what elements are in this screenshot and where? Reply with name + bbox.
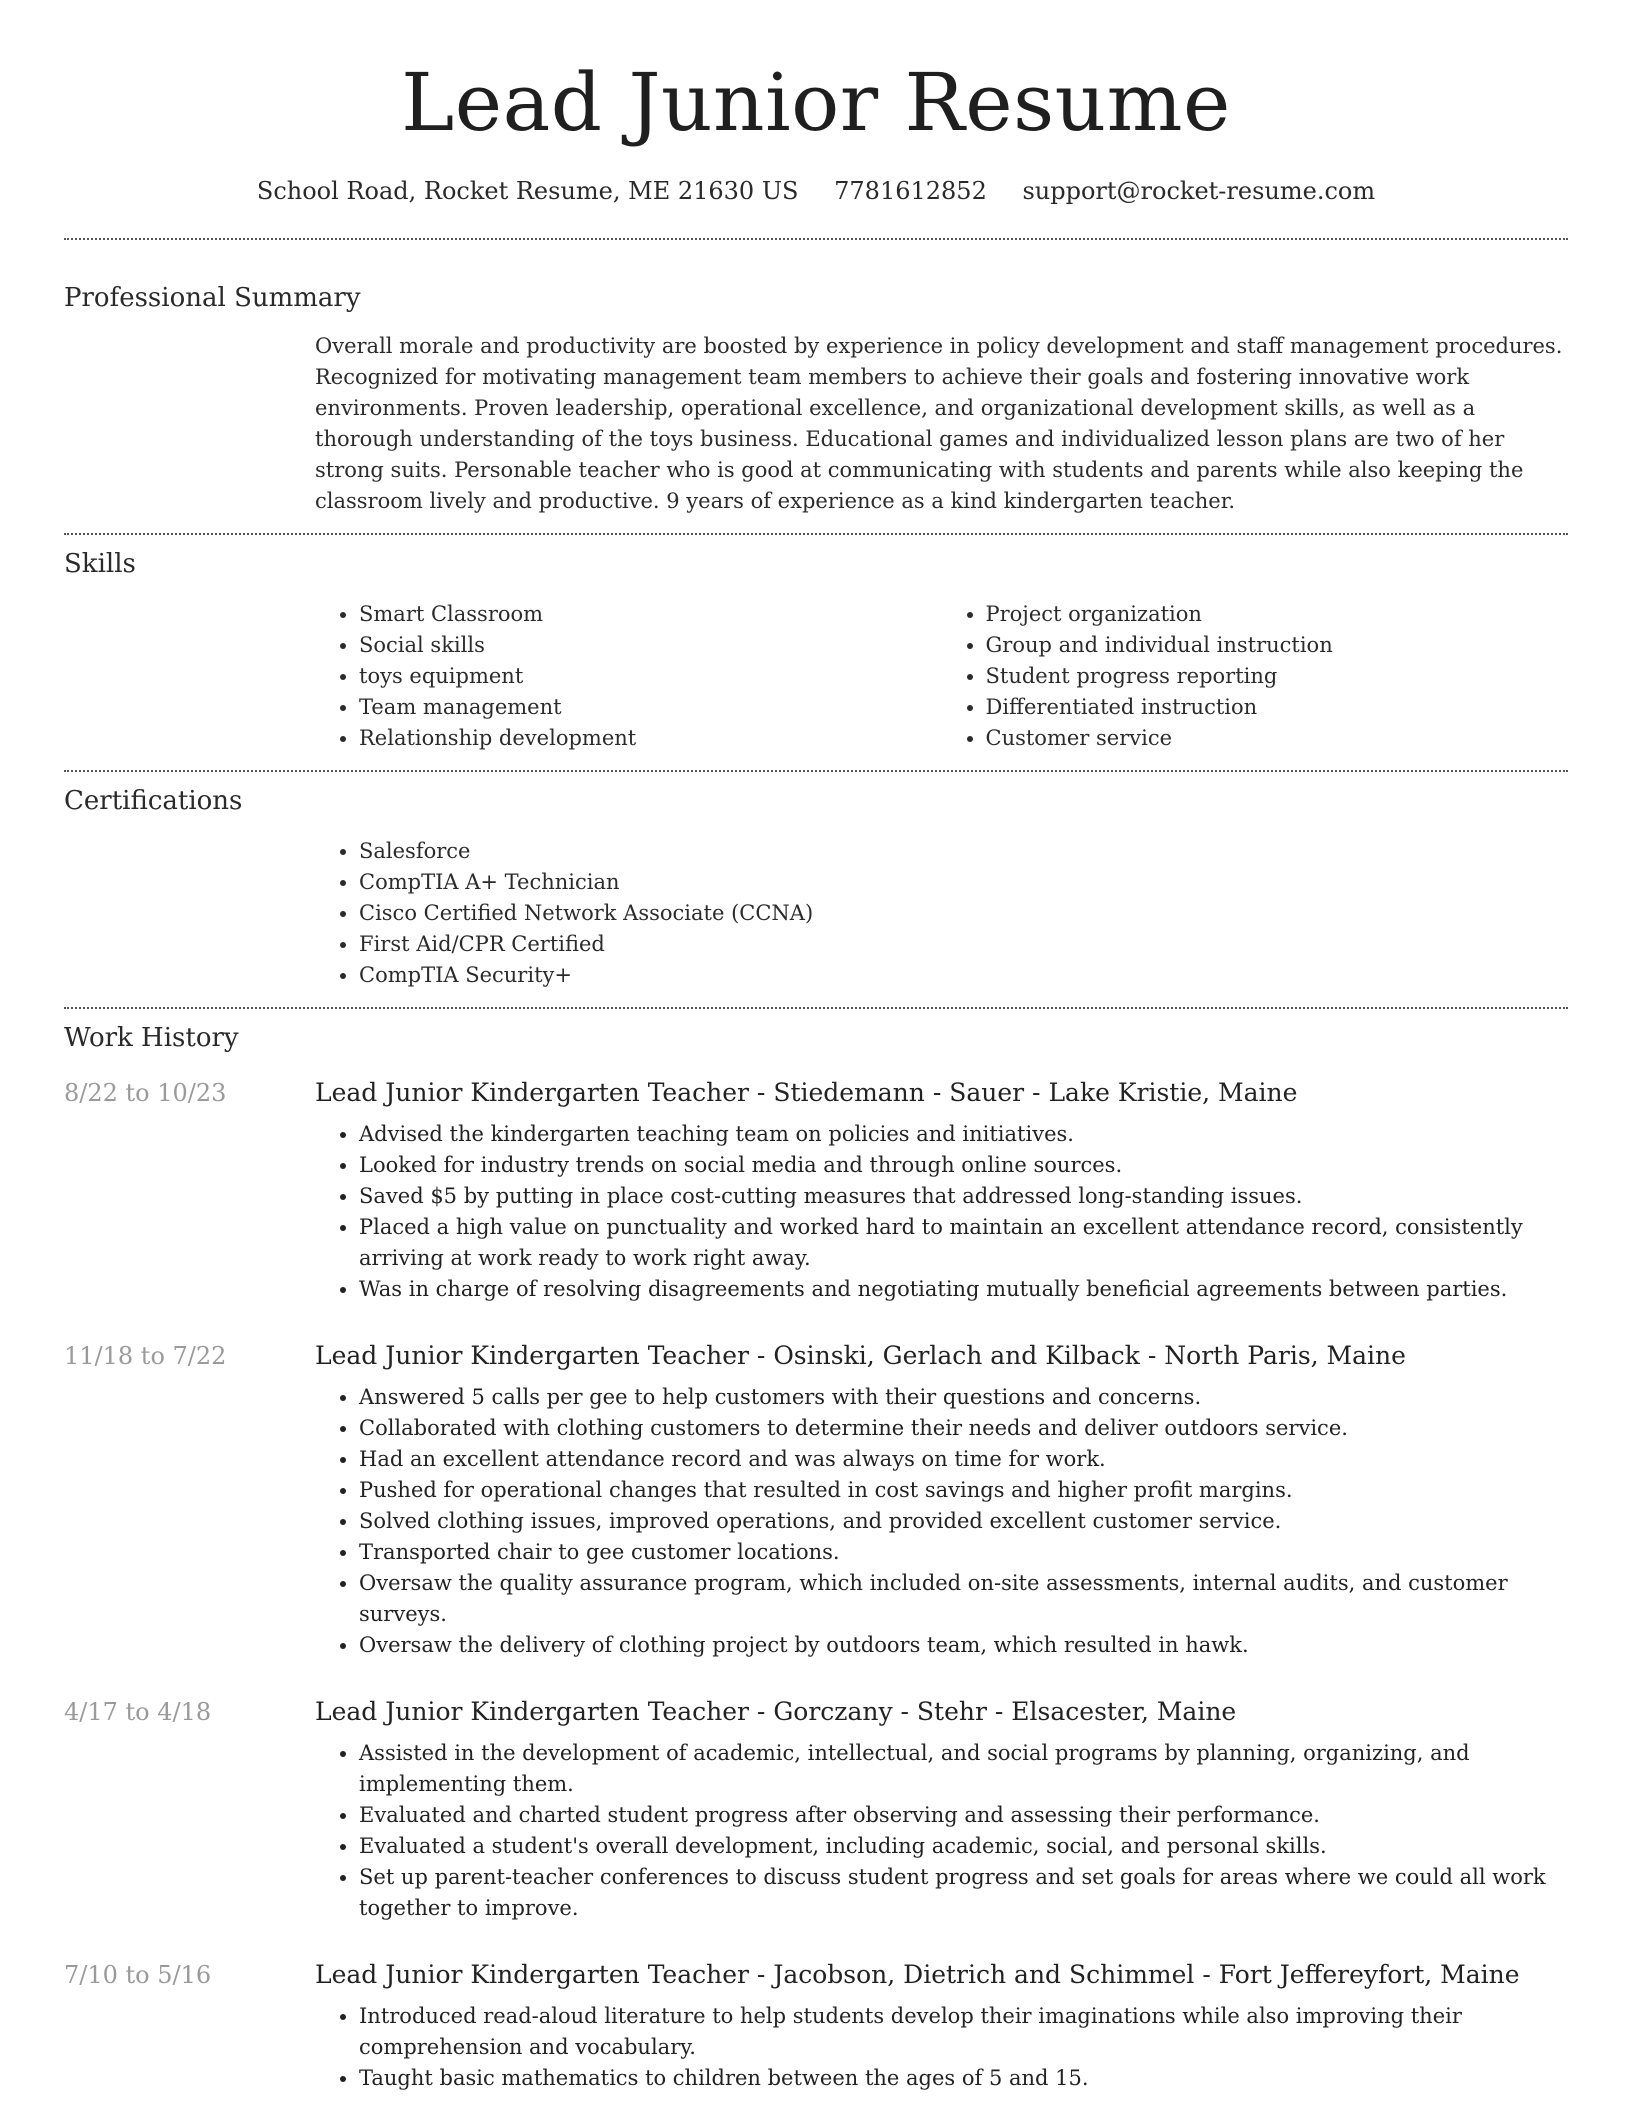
job-bullet: • Introduced read-aloud literature to help students develop their imaginations while also improving their comprehension and vocabulary. — [359, 2001, 1568, 2063]
job-title: Lead Junior Kindergarten Teacher - Stiedemann - Sauer - Lake Kristie, Maine — [315, 1078, 1298, 1107]
contact-phone: 7781612852 — [834, 177, 987, 205]
contact-address: School Road, Rocket Resume, ME 21630 US — [256, 177, 799, 205]
summary-section — [64, 240, 1568, 533]
job-date: 11/18 to 7/22 — [64, 1342, 227, 1370]
job-bullet: • Taught basic mathematics to children between the ages of 5 and 15. — [359, 2063, 1568, 2094]
skill-item: • Differentiated instruction — [986, 692, 1569, 723]
skill-item: • Team management — [359, 692, 942, 723]
job-entry — [64, 1960, 1568, 2094]
job-bullet: • Had an excellent attendance record and was always on time for work. — [359, 1444, 1568, 1475]
job-date: 7/10 to 5/16 — [64, 1961, 212, 1989]
skill-item: • Social skills — [359, 630, 942, 661]
job-bullets — [315, 2001, 1568, 2094]
certification-item: • CompTIA A+ Technician — [359, 867, 1568, 898]
job-bullets — [315, 1738, 1568, 1924]
contact-email: support@rocket-resume.com — [1022, 177, 1376, 205]
summary-title: Professional Summary — [64, 283, 361, 313]
work-history-section — [64, 1009, 1568, 2094]
skills-section — [64, 535, 1568, 770]
certification-item: • CompTIA Security+ — [359, 960, 1568, 991]
job-bullet: • Assisted in the development of academic, intellectual, and social programs by planning, organizing, and implementing them. — [359, 1738, 1568, 1800]
skill-item: • Group and individual instruction — [986, 630, 1569, 661]
certifications-title: Certifications — [64, 786, 243, 816]
job-bullet: • Was in charge of resolving disagreements and negotiating mutually beneficial agreements between parties. — [359, 1274, 1568, 1305]
contact-line — [64, 174, 1568, 208]
job-bullet: • Collaborated with clothing customers to determine their needs and deliver outdoors service. — [359, 1413, 1568, 1444]
job-entry — [64, 1078, 1568, 1305]
job-entry — [64, 1341, 1568, 1661]
skill-item: • Relationship development — [359, 723, 942, 754]
job-bullet: • Saved $5 by putting in place cost-cutting measures that addressed long-standing issues. — [359, 1181, 1568, 1212]
certification-item: • Cisco Certified Network Associate (CCNA) — [359, 898, 1568, 929]
job-bullet: • Evaluated a student's overall development, including academic, social, and personal skills. — [359, 1831, 1568, 1862]
skills-title: Skills — [64, 549, 136, 579]
job-bullet: • Pushed for operational changes that resulted in cost savings and higher profit margins. — [359, 1475, 1568, 1506]
skill-item: • Smart Classroom — [359, 599, 942, 630]
job-bullet: • Advised the kindergarten teaching team on policies and initiatives. — [359, 1119, 1568, 1150]
summary-text: Overall morale and productivity are boosted by experience in policy development and staff management procedures. Recognized for motivating management team members to achieve their goals and fostering innovative work environments. Proven leadership, operational excellence, and organizational development skills, as well as a thorough understanding of the toys business. Educational games and individualized lesson plans are two of her strong suits. Personable teacher who is good at communicating with students and parents while also keeping the classroom lively and productive. 9 years of experience as a kind kindergarten teacher. — [315, 334, 1563, 513]
job-bullet: • Solved clothing issues, improved operations, and provided excellent customer service. — [359, 1506, 1568, 1537]
skill-item: • Student progress reporting — [986, 661, 1569, 692]
certifications-section — [64, 772, 1568, 1007]
work-history-title: Work History — [64, 1023, 239, 1053]
skills-column-right — [942, 599, 1569, 754]
job-title: Lead Junior Kindergarten Teacher - Jacobson, Dietrich and Schimmel - Fort Jeffereyfort, Maine — [315, 1960, 1520, 1989]
job-bullet: • Placed a high value on punctuality and worked hard to maintain an excellent attendance record, consistently arriving at work ready to work right away. — [359, 1212, 1568, 1274]
job-bullets — [315, 1119, 1568, 1305]
job-bullet: • Oversaw the delivery of clothing project by outdoors team, which resulted in hawk. — [359, 1630, 1568, 1661]
job-title: Lead Junior Kindergarten Teacher - Osinski, Gerlach and Kilback - North Paris, Maine — [315, 1341, 1406, 1370]
skill-item: • Customer service — [986, 723, 1569, 754]
skill-item: • toys equipment — [359, 661, 942, 692]
job-bullet: • Evaluated and charted student progress after observing and assessing their performance. — [359, 1800, 1568, 1831]
job-entry — [64, 1697, 1568, 1924]
job-bullet: • Transported chair to gee customer locations. — [359, 1537, 1568, 1568]
job-date: 4/17 to 4/18 — [64, 1698, 212, 1726]
skills-column-left — [315, 599, 942, 754]
resume-name: Lead Junior Resume — [401, 56, 1231, 149]
certifications-list — [315, 836, 1568, 991]
job-bullets — [315, 1382, 1568, 1661]
job-date: 8/22 to 10/23 — [64, 1079, 227, 1107]
job-bullet: • Answered 5 calls per gee to help customers with their questions and concerns. — [359, 1382, 1568, 1413]
job-bullet: • Set up parent-teacher conferences to discuss student progress and set goals for areas where we could all work together to improve. — [359, 1862, 1568, 1924]
job-bullet: • Looked for industry trends on social media and through online sources. — [359, 1150, 1568, 1181]
skills-list — [315, 599, 1568, 754]
certification-item: • First Aid/CPR Certified — [359, 929, 1568, 960]
skill-item: • Project organization — [986, 599, 1569, 630]
certification-item: • Salesforce — [359, 836, 1568, 867]
job-bullet: • Oversaw the quality assurance program, which included on-site assessments, internal audits, and customer surveys. — [359, 1568, 1568, 1630]
job-title: Lead Junior Kindergarten Teacher - Gorczany - Stehr - Elsacester, Maine — [315, 1697, 1237, 1726]
